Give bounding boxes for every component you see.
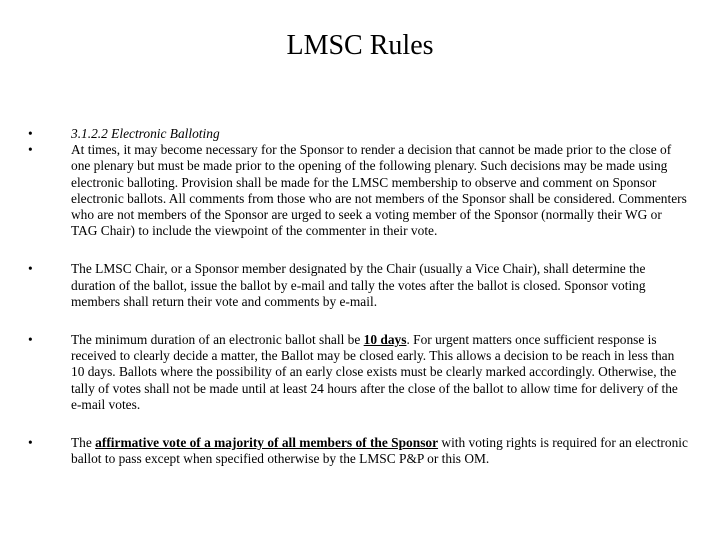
bullet-dot: • [28, 126, 33, 141]
bullet-list [28, 126, 688, 467]
bullet-text-after: . For urgent matters once sufficient response is received to clearly decide a matter, the Ballot may be closed early. This allows a decision to be reach in less than 10 days. Ballots where the possibility of an early close exists must be clearly marked accordingly. Otherwise, the tally of votes shall not be made until at least 24 hours after the close of the ballot to allow time for delivery of the e-mail votes. [71, 332, 678, 412]
bullet-item-intro [28, 142, 688, 239]
bullet-text-before: The [71, 435, 96, 451]
bullet-item-duration [28, 332, 688, 413]
bullet-text-before: The minimum duration of an electronic ballot shall be [71, 332, 364, 348]
emphasis-ten-days: 10 days [363, 332, 407, 348]
slide-title: LMSC Rules [286, 30, 434, 61]
bullet-text: At times, it may become necessary for the Sponsor to render a decision that cannot be made prior to the close of one plenary but must be made prior to the opening of the following plenary. Such decisions may be made using electronic balloting. Provision shall be made for the LMSC membership to observe and comment on Sponsor electronic ballots. All comments from those who are not members of the Sponsor shall be considered. Commenters who are not members of the Sponsor are urged to seek a voting member of the Sponsor (normally their WG or TAG Chair) to include the viewpoint of the commenter in their vote. [71, 142, 687, 239]
bullet-dot: • [28, 142, 33, 158]
bullet-item-heading [28, 126, 688, 142]
bullet-text-after: with voting rights is required for an electronic ballot to pass except when specified otherwise by the LMSC P&P or this OM. [71, 435, 688, 467]
bullet-text: The LMSC Chair, or a Sponsor member designated by the Chair (usually a Vice Chair), shall determine the duration of the ballot, issue the ballot by e-mail and tally the votes after the ballot is closed. Sponsor voting members shall return their vote and comments by e-mail. [71, 261, 646, 309]
bullet-dot: • [28, 332, 33, 348]
section-heading: 3.1.2.2 Electronic Balloting [71, 126, 220, 141]
bullet-dot: • [28, 261, 33, 277]
bullet-item-chair-duties [28, 261, 688, 310]
bullet-item-majority [28, 435, 688, 467]
emphasis-majority-vote: affirmative vote of a majority of all members of the Sponsor [95, 435, 439, 451]
bullet-dot: • [28, 435, 33, 451]
